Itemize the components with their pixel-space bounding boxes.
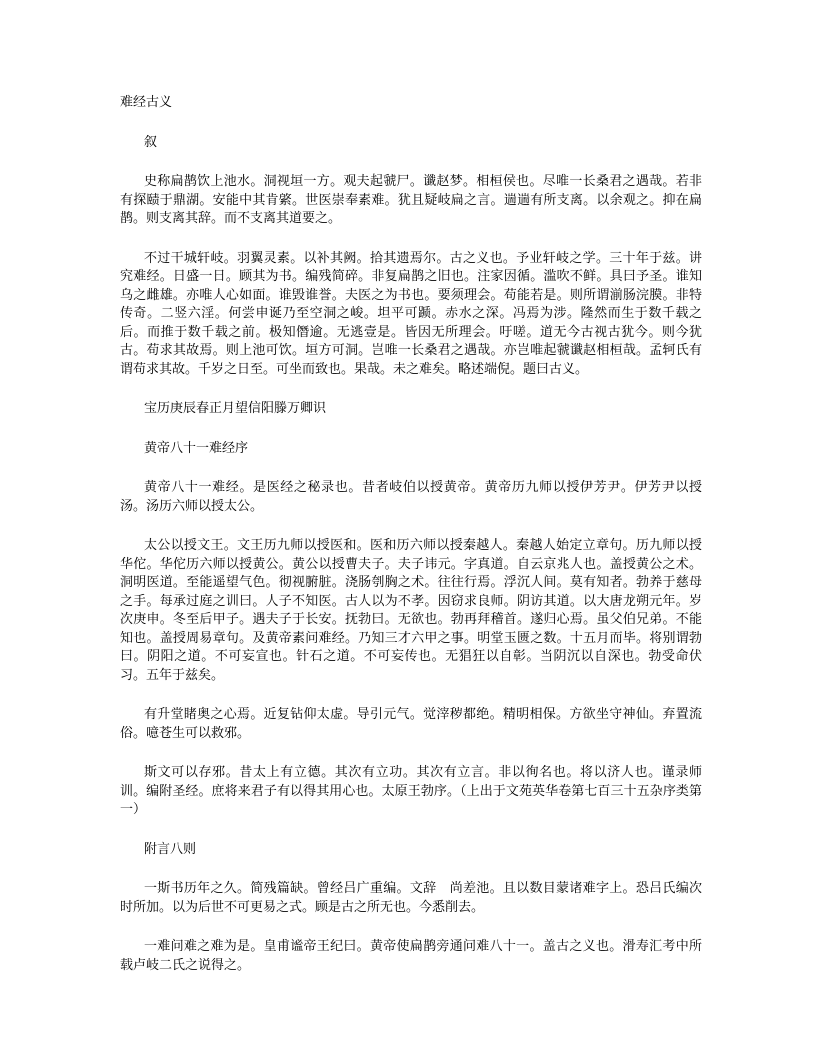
section-heading-preface: 叙 (144, 134, 158, 150)
paragraph: 一难问难之难为是。皇甫谧帝王纪曰。黄帝使扁鹊旁通问难八十一。盖古之义也。滑寿汇考中所载卢岐二氏之说得之。 (120, 939, 702, 973)
paragraph: 史称扁鹊饮上池水。洞视垣一方。观夫起虢尸。谶赵梦。相桓侯也。尽唯一长桑君之遇哉。若非有探赜于鼎湖。安能中其肯綮。世医崇奉素难。犹且疑岐扁之言。遄遄有所支离。以余观之。抑在扁鹊。则支离其辞。而不支离其道要之。 (120, 174, 702, 226)
paragraph: 一斯书历年之久。简残篇缺。曾经吕广重编。文辞 尚差池。且以数目蒙诸难字上。恐吕氏编次时所加。以为后世不可更易之式。顾是古之所无也。今悉削去。 (120, 881, 702, 915)
section-heading-foreword: 黄帝八十一难经序 (144, 440, 249, 456)
document-title: 难经古义 (120, 95, 173, 110)
paragraph: 黄帝八十一难经。是医经之秘录也。昔者岐伯以授黄帝。黄帝历九师以授伊芳尹。伊芳尹以授汤。汤历六师以授太公。 (120, 480, 702, 514)
paragraph: 不过干城轩岐。羽翼灵素。以补其阙。拾其遗焉尔。古之义也。予业轩岐之学。三十年于兹。讲究难经。日盛一日。顾其为书。编残简碎。非复扁鹊之旧也。注家因循。滥吹不鲜。具曰予圣。谁知乌之雌雄。亦唯人心如面。谁毁谁誉。夫医之为书也。要须理会。苟能若是。则所谓湔肠浣膜。非特传奇。二竖六淫。何尝申诞乃至空洞之峻。坦平可踬。赤水之深。冯焉为涉。隆然而生于数千载之后。而推于数千载之前。极知僭逾。无逃壹是。皆因无所理会。吁嗟。道无今古视古犹今。则今犹古。苟求其故焉。则上池可饮。垣方可洞。岂唯一长桑君之遇哉。亦岂唯起虢谶赵相桓哉。孟轲氏有谓苟求其故。千岁之日至。可坐而致也。果哉。未之难矣。略述端倪。题曰古义。 (120, 250, 702, 377)
paragraph: 斯文可以存邪。昔太上有立德。其次有立功。其次有立言。非以徇名也。将以济人也。谨录师训。编附圣经。庶将来君子有以得其用心也。太原王勃序。（上出于文苑英华卷第七百三十五杂序类第一） (120, 765, 702, 817)
document-page (120, 94, 702, 996)
signature-line: 宝历庚辰春正月望信阳滕万卿识 (144, 401, 327, 416)
paragraph: 有升堂睹奥之心焉。近复钻仰太虚。导引元气。觉滓秽都绝。精明相保。方欲坐守神仙。弃置流俗。噫苍生可以救邪。 (120, 707, 702, 741)
paragraph: 太公以授文王。文王历九师以授医和。医和历六师以授秦越人。秦越人始定立章句。历九师以授华佗。华佗历六师以授黄公。黄公以授曹夫子。夫子讳元。字真道。自云京兆人也。盖授黄公之术。洞明医道。至能遥望气色。彻视腑脏。浇肠刳胸之术。往往行焉。浮沉人间。莫有知者。勃养于慈母之手。每承过庭之训曰。人子不知医。古人以为不孝。因窃求良师。阴访其道。以大唐龙朔元年。岁次庚申。冬至后甲子。遇夫子于长安。抚勃曰。无欲也。勃再拜稽首。遂归心焉。虽父伯兄弟。不能知也。盖授周易章句。及黄帝素问难经。乃知三才六甲之事。明堂玉匮之数。十五月而毕。将别谓勃曰。阴阳之道。不可妄宣也。针石之道。不可妄传也。无猖狂以自彰。当阴沉以自深也。勃受命伏习。五年于兹矣。 (120, 538, 702, 683)
section-heading-notes: 附言八则 (144, 841, 197, 857)
